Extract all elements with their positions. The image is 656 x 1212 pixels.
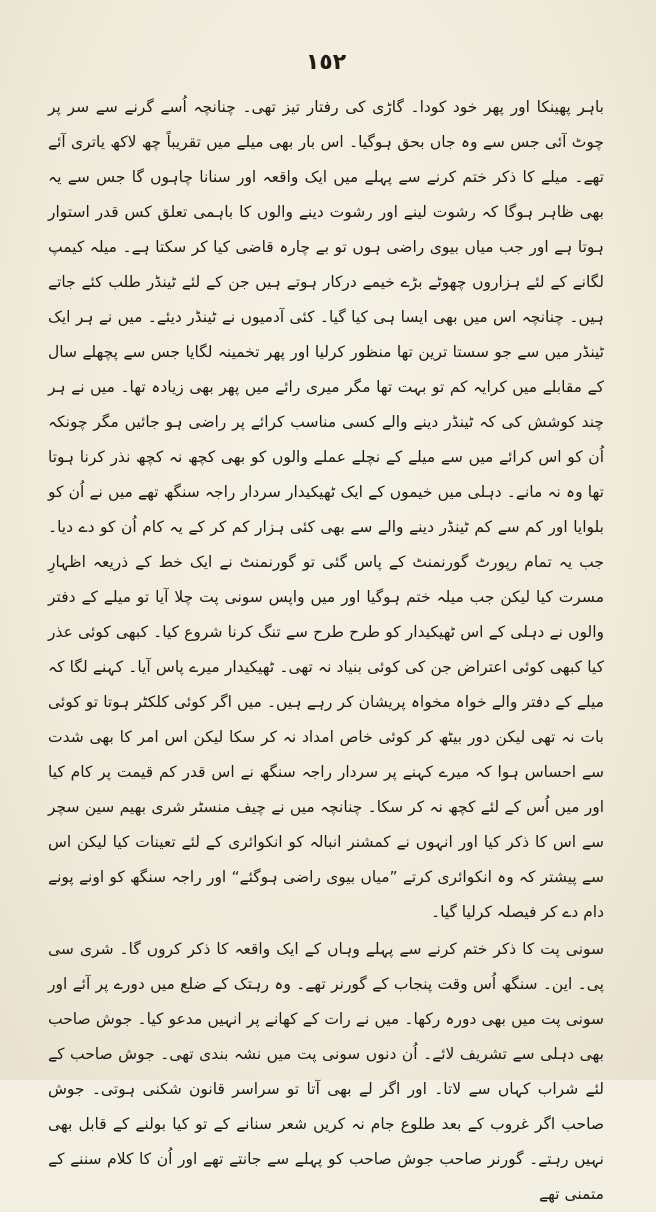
paragraph-2: سونی پت کا ذکر ختم کرنے سے پہلے وہاں کے ایک واقعہ کا ذکر کروں گا۔ شری سی پی۔ این۔ سنگھ اُس وقت پنجاب کے گورنر تھے۔ وہ رہتک کے ضلع میں دورے پر آئے اور سونی پت میں بھی دورہ رکھا۔ میں نے رات کے کھانے پر انہیں مدعو کیا۔ جوش صاحب بھی دہلی سے تشریف لائے۔ اُن دنوں سونی پت میں نشہ بندی تھی۔ جوش صاحب کے لئے شراب کہاں سے لاتا۔ اور اگر لے بھی آتا تو سراسر قانون شکنی ہوتی۔ جوش صاحب اگر غروب کے بعد طلوع جام نہ کریں شعر سنانے کے تو کیا بولنے کے قابل بھی نہیں رہتے۔ گورنر صاحب جوش صاحب کو پہلے سے جانتے تھے اور اُن کا کلام سننے کے متمنی تھے [48, 940, 604, 1203]
page-body [48, 90, 604, 1212]
page-number: ١٥٢ [305, 50, 347, 75]
paragraph-1: باہر پھینکا اور پھر خود کودا۔ گاڑی کی رفتار تیز تھی۔ چنانچہ اُسے گرنے سے سر پر چوٹ آئی جس سے وہ جاں بحق ہوگیا۔ اس بار بھی میلے میں تقریباً چھ لاکھ یاتری آئے تھے۔ میلے کا ذکر ختم کرنے سے پہلے میں ایک واقعہ اور سنانا چاہوں گا جس سے یہ بھی ظاہر ہوگا کہ رشوت لینے اور رشوت دینے والوں کا باہمی تعلق کس قدر استوار ہوتا ہے اور جب میاں بیوی راضی ہوں تو بے چارہ قاضی کیا کر سکتا ہے۔ میلہ کیمپ لگانے کے لئے ہزاروں چھوٹے بڑے خیمے درکار ہوتے ہیں جن کے لئے ٹینڈر طلب کئے جاتے ہیں۔ چنانچہ اس میں بھی ایسا ہی کیا گیا۔ کئی آدمیوں نے ٹینڈر دیئے۔ میں نے ہر ایک ٹینڈر میں سے جو سستا ترین تھا منظور کرلیا اور پھر تخمینہ لگایا جس سے پچھلے سال کے مقابلے میں کرایہ کم تو بہت تھا مگر میری رائے میں پھر بھی زیادہ تھا۔ میں نے ہر چند کوشش کی کہ ٹینڈر دینے والے کسی مناسب کرائے پر راضی ہو جائیں مگر چونکہ اُن کو اس کرائے میں سے میلے کے نچلے عملے والوں کو بھی کچھ نہ کچھ نذر کرنا ہوتا تھا وہ نہ مانے۔ دہلی میں خیموں کے ایک ٹھیکیدار سردار راجہ سنگھ تھے میں نے اُن کو بلوایا اور کم سے کم ٹینڈر دینے والے سے بھی کئی ہزار کم کر کے یہ کام اُن کو دے دیا۔ جب یہ تمام رپورٹ گورنمنٹ کے پاس گئی تو گورنمنٹ نے ایک خط کے ذریعہ اظہارِ مسرت کیا لیکن جب میلہ ختم ہوگیا اور میں واپس سونی پت چلا آیا تو میلے کے دفتر والوں نے دہلی کے اس ٹھیکیدار کو طرح طرح سے تنگ کرنا شروع کیا۔ کبھی کوئی عذر کیا کبھی کوئی اعتراض جن کی کوئی بنیاد نہ تھی۔ ٹھیکیدار میرے پاس آیا۔ کہنے لگا کہ میلے کے دفتر والے خواہ مخواہ پریشان کر رہے ہیں۔ میں اگر کوئی کلکٹر ہوتا تو کوئی بات نہ تھی لیکن دور بیٹھ کر کوئی خاص امداد نہ کر سکا لیکن اس امر کا بھی شدت سے احساس ہوا کہ میرے کہنے پر سردار راجہ سنگھ نے اس قدر کم قیمت پر کام کیا اور میں اُس کے لئے کچھ نہ کر سکا۔ چنانچہ میں نے چیف منسٹر شری بھیم سین سچر سے اس کا ذکر کیا اور انہوں نے کمشنر انبالہ کو انکوائری کے لئے تعینات کیا لیکن اس سے پیشتر کہ وہ انکوائری کرتے ”میاں بیوی راضی ہوگئے“ اور راجہ سنگھ کو اونے پونے دام دے کر فیصلہ کرلیا گیا۔ [48, 98, 604, 921]
